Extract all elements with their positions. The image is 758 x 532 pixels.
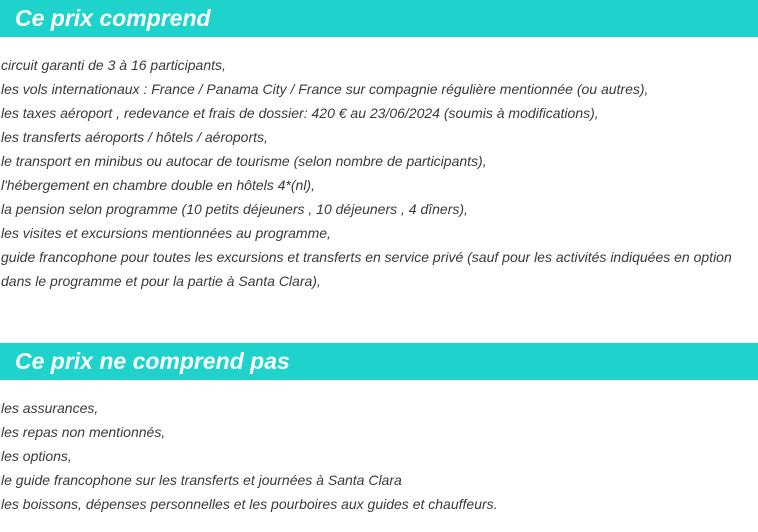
excluded-item: les assurances, [1,400,99,416]
included-item: la pension selon programme (10 petits déjeuners , 10 déjeuners , 4 dîners), [1,201,468,217]
included-section-title: Ce prix comprend [0,0,758,37]
excluded-section-title: Ce prix ne comprend pas [0,343,758,380]
excluded-item: les boissons, dépenses personnelles et les pourboires aux guides et chauffeurs. [1,496,498,512]
excluded-list [1,396,757,516]
included-item: guide francophone pour toutes les excursions et transferts en service privé (sauf pour les activités indiquées en option dans le programme et pour la partie à Santa Clara), [1,249,732,289]
included-item: les vols internationaux : France / Panama City / France sur compagnie régulière mentionnée (ou autres), [1,81,649,97]
included-item: circuit garanti de 3 à 16 participants, [1,57,226,73]
included-item: les transferts aéroports / hôtels / aéroports, [1,129,268,145]
included-item: les taxes aéroport , redevance et frais de dossier: 420 € au 23/06/2024 (soumis à modifications), [1,105,599,121]
included-list [1,53,757,293]
included-item: le transport en minibus ou autocar de tourisme (selon nombre de participants), [1,153,487,169]
included-item: l'hébergement en chambre double en hôtels 4*(nl), [1,177,315,193]
included-item: les visites et excursions mentionnées au programme, [1,225,331,241]
excluded-item: les options, [1,448,72,464]
excluded-item: les repas non mentionnés, [1,424,166,440]
excluded-item: le guide francophone sur les transferts et journées à Santa Clara [1,472,402,488]
